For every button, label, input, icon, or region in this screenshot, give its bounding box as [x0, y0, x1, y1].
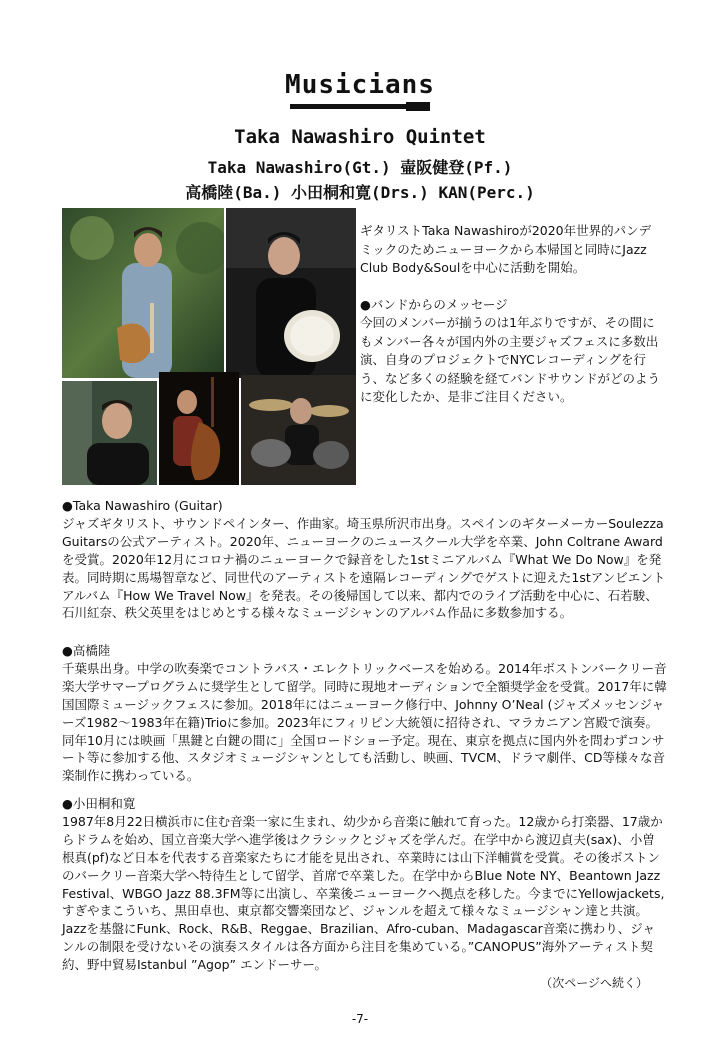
members-line-1: Taka Nawashiro(Gt.) 壷阪健登(Pf.) — [207, 158, 513, 177]
bio-odagiri-kazuhiro — [62, 795, 667, 974]
bio-heading: ●小田桐和寛 — [62, 796, 136, 811]
message-body: 今回のメンバーが揃うのは1年ぶりですが、その間にもメンバー各々が国内外の主要ジャズフェスに多数出演、自身のプロジェクトでNYCレコーディングを行う、など多くの経験を経てバンドサウンドがどのように変化したか、是非ご注目ください。 — [360, 315, 661, 404]
band-name: Taka Nawashiro Quintet — [234, 126, 486, 148]
pianist-photo — [226, 208, 356, 378]
bio-takahashi-riku — [62, 642, 667, 785]
bassist-photo — [159, 372, 239, 485]
bio-body: ジャズギタリスト、サウンドペインター、作曲家。埼玉県所沢市出身。スペインのギターメーカーSoulezza Guitarsの公式アーティスト。2020年、ニューヨークのニュースクール大学を卒業、John Coltrane Awardを受賞。2020年12月にコロナ禍のニューヨークで録音をした1stミニアルバム『What We Do Now』を発表。同時期に馬場智章など、同世代のアーティストを遠隔レコーディングでゲストに迎えた1stアンビエントアルバム『How We Travel Now』を発表。その後帰国して以来、都内でのライブ活動を中心に、石若駿、石川紅奈、秩父英里をはじめとする様々なミュージシャンのアルバム作品に多数参加する。 — [62, 515, 666, 621]
intro-paragraph: ギタリストTaka Nawashiroが2020年世界的パンデミックのためニューヨークから本帰国と同時にJazz Club Body&Soulを中心に活動を開始。 — [360, 223, 652, 275]
bio-body: 千葉県出身。中学の吹奏楽でコントラバス・エレクトリックベースを始める。2014年ボストンバークリー音楽大学サマープログラムに奨学生として留学。同時に現地オーディションで全額奨学金を受賞。2017年に韓国国際ミュージックフェスに参加。2018年にはニューヨーク修行中、Johnny O’Neal (ジャズメッセンジャーズ1982～1983年在籍)Trioに参加。2023年にフィリピン大統領に招待され、マラカニアン宮殿で演奏。同年10月には映画「黒鍵と白鍵の間に」全国ロードショー予定。現在、東京を拠点に国内外を問わずコンサート等に参加する他、スタジオミュージシャンとしても活動し、映画、TVCM、ドラマ劇伴、CD等様々な音楽制作に携わっている。 — [62, 660, 667, 784]
title-underline-accent — [406, 102, 430, 111]
guitarist-photo — [62, 208, 224, 378]
bio-heading: ●Taka Nawashiro (Guitar) — [62, 498, 223, 513]
continued-note: （次ページへ続く） — [540, 976, 648, 990]
bio-heading: ●高橋陸 — [62, 643, 111, 658]
page-title: Musicians — [285, 70, 435, 100]
band-intro — [360, 222, 660, 407]
percussion-photo — [241, 375, 356, 485]
message-heading: ●バンドからのメッセージ — [360, 296, 508, 312]
drummer-portrait-photo — [62, 381, 157, 485]
members-line-2: 高橋陸(Ba.) 小田桐和寛(Drs.) KAN(Perc.) — [185, 183, 535, 202]
page-number: -7- — [351, 1012, 369, 1026]
bio-body: 1987年8月22日横浜市に住む音楽一家に生まれ、幼少から音楽に触れて育った。12歳から打楽器、17歳からドラムを始め、国立音楽大学へ進学後はクラシックとジャズを学んだ。在学中から渡辺貞夫(sax)、小曽根真(pf)など日本を代表する音楽家たちに才能を見出され、卒業時には山下洋輔賞を受賞。その後ボストンのバークリー音楽大学へ特待生として留学、首席で卒業した。在学中からBlue Note NY、Beantown Jazz Festival、WBGO Jazz 88.3FM等に出演し、卒業後ニューヨークへ拠点を移した。今までにYellowjackets, すぎやまこういち、黒田卓也、東京都交響楽団など、ジャンルを超えて様々なミュージシャン達と共演。Jazzを基盤にFunk、Rock、R&B、Reggae、Brazilian、Afro-cuban、Madagascar音楽に携わり、ジャンルの制限を受けないその演奏スタイルは各方面から注目を集めている。”CANOPUS”海外アーティスト契約、野中貿易Istanbul ”Agop” エンドーサー。 — [62, 813, 665, 973]
bio-taka-nawashiro — [62, 497, 667, 622]
